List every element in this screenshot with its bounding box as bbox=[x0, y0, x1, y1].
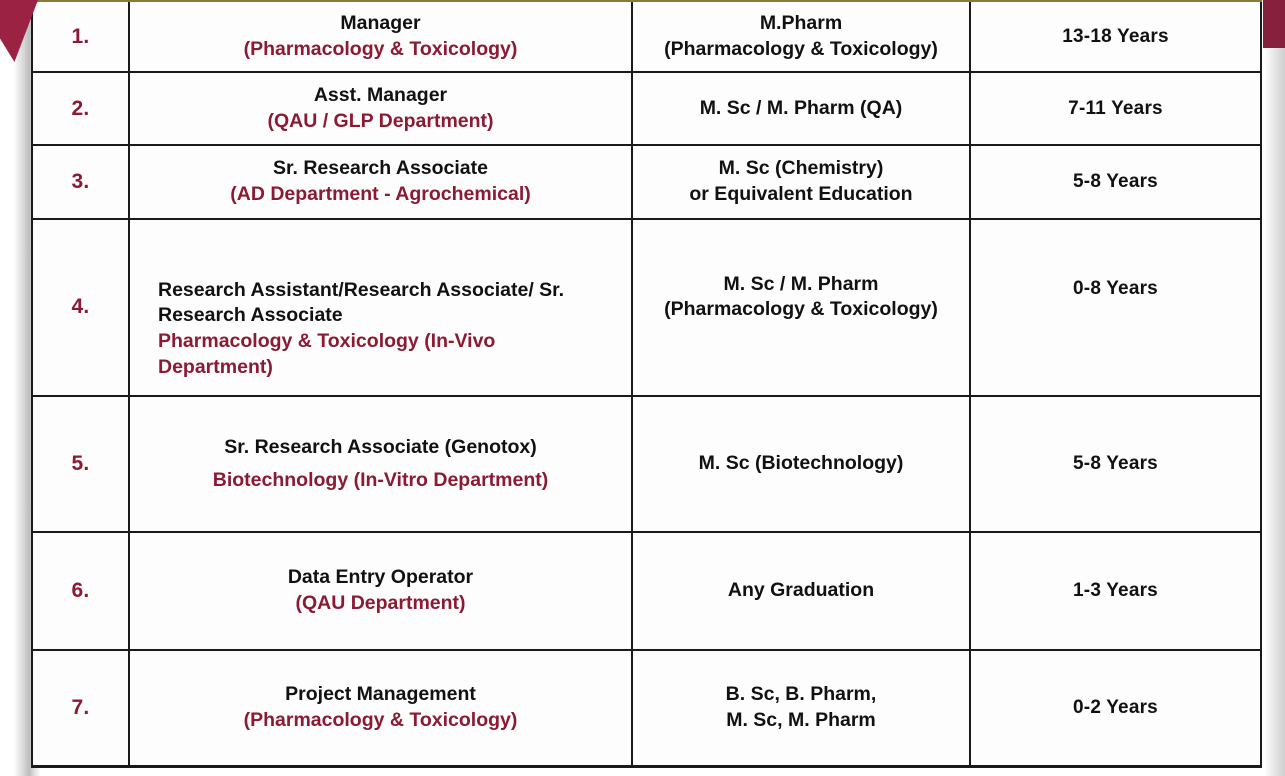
cell-experience bbox=[970, 2, 1260, 72]
position-2 bbox=[130, 77, 631, 140]
experience-6: 1-3 Years bbox=[1073, 579, 1158, 601]
qualification-line: or Equivalent Education bbox=[689, 182, 913, 205]
cell-serial-number bbox=[33, 396, 129, 532]
cell-serial-number bbox=[33, 532, 129, 649]
cell-qualification bbox=[632, 650, 970, 765]
position-3 bbox=[130, 150, 631, 213]
qualification-line: B. Sc, B. Pharm, bbox=[725, 683, 877, 706]
position-sub-6: (QAU Department) bbox=[295, 591, 466, 614]
experience-4: 0-8 Years bbox=[1073, 277, 1158, 299]
cell-experience bbox=[970, 532, 1260, 649]
qualification-3 bbox=[633, 150, 969, 213]
cell-qualification bbox=[632, 219, 970, 396]
experience-2: 7-11 Years bbox=[1068, 97, 1163, 119]
table-row bbox=[33, 219, 1260, 396]
position-sub-3: (AD Department - Agrochemical) bbox=[230, 182, 531, 205]
position-title-3: Sr. Research Associate bbox=[273, 157, 488, 180]
cell-serial-number bbox=[33, 145, 129, 218]
position-sub-2: (QAU / GLP Department) bbox=[267, 109, 494, 132]
table-row bbox=[33, 72, 1260, 145]
experience-5: 5-8 Years bbox=[1073, 453, 1158, 475]
experience-3: 5-8 Years bbox=[1073, 170, 1158, 192]
cell-position bbox=[129, 396, 632, 532]
table-row bbox=[33, 2, 1260, 72]
top-rule-divider bbox=[30, 0, 1262, 2]
position-title-4: Research Assistant/Research Associate/ Sr. Research Associate bbox=[158, 278, 565, 327]
table-row bbox=[33, 650, 1260, 765]
table-row bbox=[33, 145, 1260, 218]
qualification-5 bbox=[633, 445, 969, 483]
experience-1: 13-18 Years bbox=[1062, 25, 1169, 47]
serial-number-1: 1. bbox=[71, 24, 90, 48]
qualification-line: (Pharmacology & Toxicology) bbox=[664, 37, 938, 60]
position-sub-4: Pharmacology & Toxicology (In-Vivo Department) bbox=[158, 330, 496, 378]
cell-experience bbox=[970, 72, 1260, 145]
serial-number-7: 7. bbox=[71, 695, 90, 719]
qualification-line: M.Pharm bbox=[759, 11, 843, 34]
table-row bbox=[33, 532, 1260, 649]
position-4 bbox=[130, 220, 631, 387]
qualification-4 bbox=[633, 220, 969, 329]
cell-serial-number bbox=[33, 219, 129, 396]
qualification-line: M. Sc (Biotechnology) bbox=[698, 452, 904, 475]
corner-wedge-right-decoration bbox=[1263, 0, 1285, 48]
qualification-line: M. Sc, M. Pharm bbox=[726, 708, 876, 731]
cell-experience bbox=[970, 145, 1260, 218]
qualification-line: (Pharmacology & Toxicology) bbox=[664, 298, 938, 321]
position-title-1: Manager bbox=[340, 11, 421, 34]
position-6 bbox=[130, 559, 631, 622]
qualification-1 bbox=[633, 5, 969, 68]
position-title-7: Project Management bbox=[285, 683, 476, 706]
serial-number-4: 4. bbox=[71, 295, 90, 319]
position-7 bbox=[130, 676, 631, 739]
page-edge-shadow-right bbox=[1265, 44, 1285, 776]
cell-experience bbox=[970, 650, 1260, 765]
position-sub-5: Biotechnology (In-Vitro Department) bbox=[212, 469, 549, 492]
cell-position bbox=[129, 145, 632, 218]
cell-qualification bbox=[632, 145, 970, 218]
qualification-line: Any Graduation bbox=[727, 579, 875, 602]
cell-qualification bbox=[632, 532, 970, 649]
jobs-table-body bbox=[33, 2, 1260, 765]
position-title-2: Asst. Manager bbox=[313, 84, 448, 107]
qualification-7 bbox=[633, 676, 969, 739]
qualification-line: M. Sc / M. Pharm bbox=[723, 272, 879, 295]
serial-number-2: 2. bbox=[71, 96, 90, 120]
position-5 bbox=[130, 425, 631, 503]
experience-7: 0-2 Years bbox=[1073, 696, 1158, 718]
serial-number-6: 6. bbox=[71, 578, 90, 602]
jobs-table-container bbox=[31, 2, 1262, 768]
cell-experience bbox=[970, 219, 1260, 396]
qualification-2 bbox=[633, 90, 969, 128]
cell-serial-number bbox=[33, 2, 129, 72]
cell-position bbox=[129, 650, 632, 765]
position-1 bbox=[130, 5, 631, 68]
serial-number-3: 3. bbox=[71, 169, 90, 193]
cell-serial-number bbox=[33, 72, 129, 145]
cell-position bbox=[129, 72, 632, 145]
qualification-6 bbox=[633, 572, 969, 610]
cell-position bbox=[129, 532, 632, 649]
position-sub-7: (Pharmacology & Toxicology) bbox=[243, 708, 518, 731]
cell-serial-number bbox=[33, 650, 129, 765]
serial-number-5: 5. bbox=[71, 452, 90, 476]
qualification-line: M. Sc (Chemistry) bbox=[718, 157, 884, 180]
cell-qualification bbox=[632, 396, 970, 532]
cell-position bbox=[129, 2, 632, 72]
cell-qualification bbox=[632, 72, 970, 145]
cell-position bbox=[129, 219, 632, 396]
jobs-table bbox=[33, 2, 1260, 765]
position-title-6: Data Entry Operator bbox=[287, 566, 474, 589]
cell-experience bbox=[970, 396, 1260, 532]
position-sub-1: (Pharmacology & Toxicology) bbox=[243, 37, 518, 60]
qualification-line: M. Sc / M. Pharm (QA) bbox=[699, 96, 903, 119]
table-row bbox=[33, 396, 1260, 532]
position-title-5: Sr. Research Associate (Genotox) bbox=[224, 436, 537, 459]
cell-qualification bbox=[632, 2, 970, 72]
